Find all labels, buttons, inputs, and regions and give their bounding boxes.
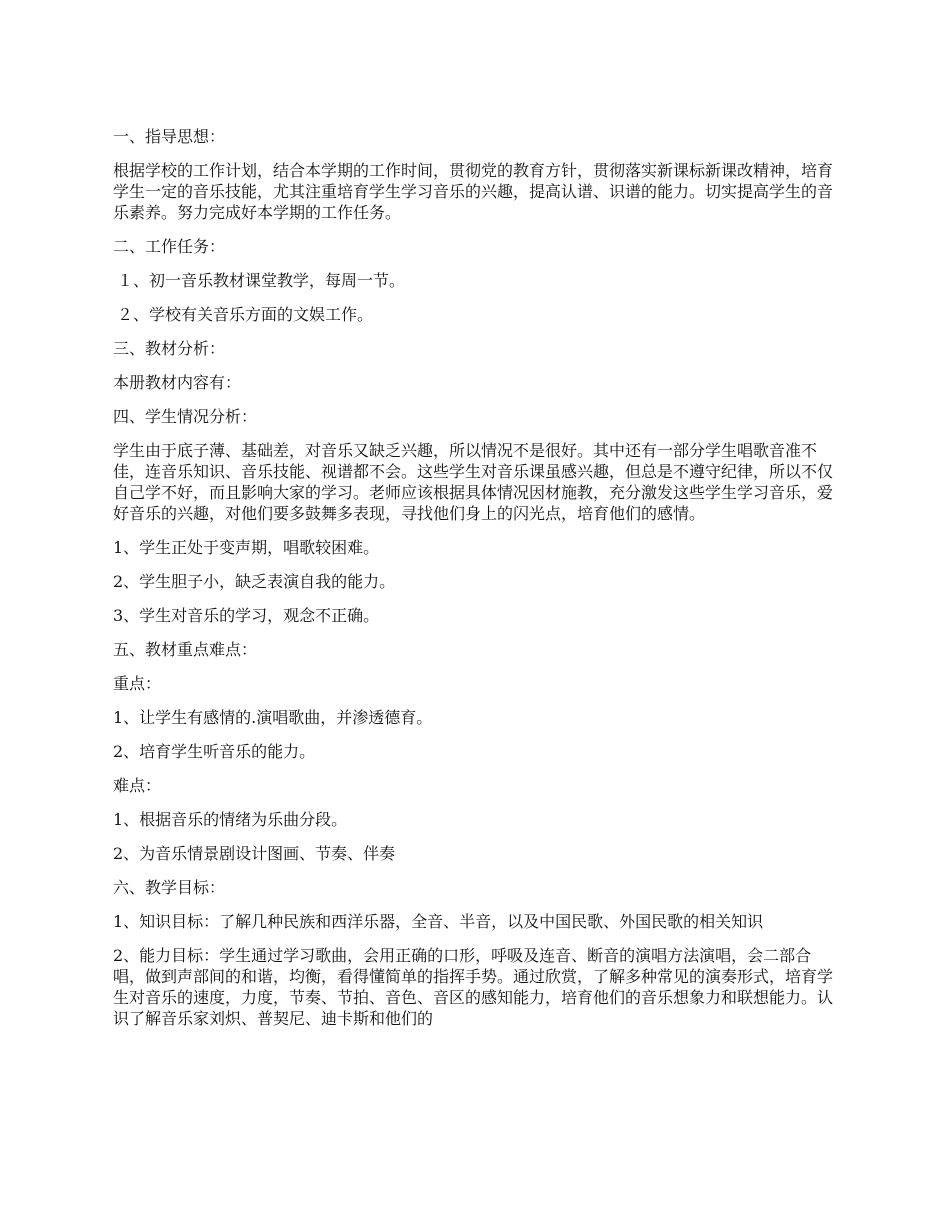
paragraph-guiding-thought: 根据学校的工作计划，结合本学期的工作时间，贯彻党的教育方针，贯彻落实新课标新课改精神，培育学生一定的音乐技能，尤其注重培育学生学习音乐的兴趣，提高认谱、识谱的能力。切实提高学生的音乐素养。努力完成好本学期的工作任务。	[113, 161, 834, 222]
subheading-difficult-points: 难点：	[113, 776, 162, 795]
list-item-goal-ability: 2、能力目标：学生通过学习歌曲，会用正确的口形，呼吸及连音、断音的演唱方法演唱，会二部合唱，做到声部间的和谐，均衡，看得懂简单的指挥手势。通过欣赏，了解多种常见的演奏形式，培育学生对音乐的速度，力度，节奏、节拍、音色、音区的感知能力，培育他们的音乐想象力和联想能力。认识了解音乐家刘炽、普契尼、迪卡斯和他们的	[113, 946, 834, 1028]
list-item-task-1: １、初一音乐教材课堂教学，每周一节。	[117, 271, 406, 290]
list-item-goal-knowledge: 1、知识目标：了解几种民族和西洋乐器，全音、半音，以及中国民歌、外国民歌的相关知识	[113, 912, 764, 931]
heading-teaching-goals: 六、教学目标：	[113, 878, 226, 897]
paragraph-textbook-content: 本册教材内容有：	[113, 373, 242, 392]
heading-work-tasks: 二、工作任务：	[113, 237, 226, 256]
list-item-difficult-2: 2、为音乐情景剧设计图画、节奏、伴奏	[113, 844, 396, 863]
list-item-task-2: ２、学校有关音乐方面的文娱工作。	[117, 305, 374, 324]
paragraph-student-analysis: 学生由于底子薄、基础差，对音乐又缺乏兴趣，所以情况不是很好。其中还有一部分学生唱歌音准不佳，连音乐知识、音乐技能、视谱都不会。这些学生对音乐课虽感兴趣，但总是不遵守纪律，所以不仅自己学不好，而且影响大家的学习。老师应该根据具体情况因材施教，充分激发这些学生学习音乐，爱好音乐的兴趣，对他们要多鼓舞多表现，寻找他们身上的闪光点，培育他们的感情。	[113, 441, 834, 523]
heading-textbook-analysis: 三、教材分析：	[113, 339, 226, 358]
list-item-key-1: 1、让学生有感情的.演唱歌曲，并渗透德育。	[113, 708, 433, 727]
subheading-key-points: 重点：	[113, 674, 162, 693]
list-item-student-1: 1、学生正处于变声期，唱歌较困难。	[113, 538, 380, 557]
heading-student-analysis: 四、学生情况分析：	[113, 407, 258, 426]
list-item-student-2: 2、学生胆子小，缺乏表演自我的能力。	[113, 572, 396, 591]
heading-guiding-thought: 一、指导思想：	[113, 127, 226, 146]
list-item-student-3: 3、学生对音乐的学习，观念不正确。	[113, 606, 380, 625]
document-body	[113, 126, 840, 1042]
list-item-difficult-1: 1、根据音乐的情绪为乐曲分段。	[113, 810, 348, 829]
heading-key-difficult-points: 五、教材重点难点：	[113, 640, 258, 659]
list-item-key-2: 2、培育学生听音乐的能力。	[113, 742, 316, 761]
